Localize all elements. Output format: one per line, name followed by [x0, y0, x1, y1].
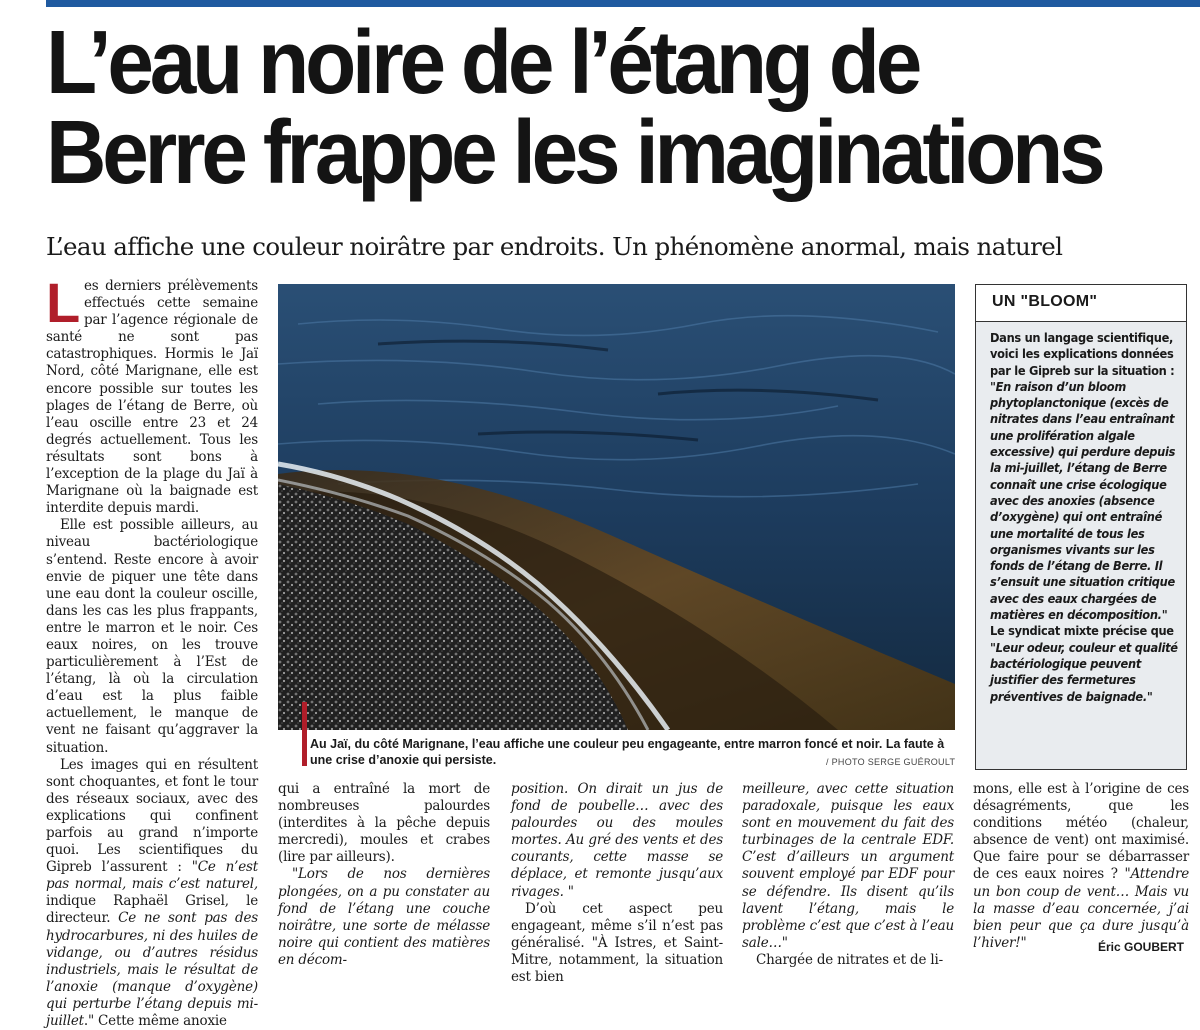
- column-5: [973, 781, 1189, 952]
- column-4-paragraph-1: meilleure, avec cette situation paradoxale, puisque les eaux sont en mouvement du fait des turbinages de la centrale EDF. C’est d’ailleurs un argument souvent employé par EDF pour se défendre. Ils disent qu’ils lavent l’étang, mais le problème c’est que c’est à l’eau sale…": [742, 781, 954, 951]
- column-4: [742, 781, 954, 969]
- paragraph-1: Les derniers prélèvements effectués cette semaine par l’agence régionale de santé ne sont pas catastrophiques. Hormis le Jaï Nord, côté Marignane, elle est encore possible sur toutes les plages de l’étang de Berre, où l’eau oscille entre 23 et 24 degrés actuellement. Tous les résultats sont bons à l’exception de la plage du Jaï à Marignane où la baignade est interdite depuis mardi.: [46, 271, 258, 517]
- top-color-bar: [46, 0, 1200, 7]
- headline-line-1: L’eau noire de l’étang de: [46, 13, 919, 113]
- headline-line-2: Berre frappe les imaginations: [46, 103, 1102, 203]
- column-2-paragraph-2: "Lors de nos dernières plongées, on a pu constater au fond de l’étang une couche noirâtre, une sorte de mélasse noire qui contient des matières en décom-: [278, 866, 490, 968]
- column-1: [46, 271, 258, 1030]
- paragraph-3: Les images qui en résultent sont choquantes, et font le tour des réseaux sociaux, avec des explications qui confinent parfois au grand n’importe quoi. Les scientifiques du Gipreb l’assurent : "Ce n’est pas normal, mais c’est naturel, indique Raphaël Grisel, le directeur. Ce ne sont pas des hydrocarbures, ni des huiles de vidange, ou d’autres résidus industriels, mais le résultat de l’anoxie (manque d’oxygène) qui perturbe l’étang depuis mi-juillet." Cette même anoxie: [46, 756, 258, 1030]
- headline: [46, 13, 1196, 203]
- column-2: [278, 781, 490, 969]
- photo-caption: Au Jaï, du côté Marignane, l’eau affiche une couleur peu engageante, entre marron foncé et noir. La faute à une crise d’anoxie qui persiste.: [310, 737, 945, 767]
- sidebar-title: UN "BLOOM": [976, 285, 1186, 322]
- column-4-paragraph-2: Chargée de nitrates et de li-: [756, 951, 943, 968]
- author-signature: Éric GOUBERT: [1098, 940, 1185, 954]
- caption-accent-bar: [302, 702, 307, 766]
- photo-credit: / PHOTO SERGE GUÉROULT: [826, 757, 956, 767]
- column-3-paragraph-1: position. On dirait un jus de fond de poubelle… avec des palourdes ou des moules mortes. Au gré des vents et des courants, cette masse se déplace, et remonte jusqu’aux rivages. ": [511, 781, 723, 900]
- column-3-paragraph-2: D’où cet aspect peu engageant, même s’il n’est pas généralisé. "À Istres, et Saint-Mitre, notamment, la situation est bien: [511, 900, 723, 986]
- subtitle: L’eau affiche une couleur noirâtre par endroits. Un phénomène anormal, mais naturel: [46, 232, 1063, 261]
- drop-cap: L: [46, 271, 81, 334]
- sidebar-body: Dans un langage scientifique, voici les explications données par le Gipreb sur la situation : "En raison d’un bloom phytoplanctonique (excès de nitrates dans l’eau entraînant une prolifération algale excessive) qui perdure depuis la mi-juillet, l’étang de Berre connaît une crise écologique avec des anoxies (absence d’oxygène) qui ont entraîné une mortalité de tous les organismes vivants sur les fonds de l’étang de Berre. Il s’ensuit une situation critique avec des eaux chargées de matières en décomposition." Le syndicat mixte précise que "Leur odeur, couleur et qualité bactériologique peuvent justifier des fermetures préventives de baignade.": [990, 330, 1178, 704]
- paragraph-2: Elle est possible ailleurs, au niveau bactériologique s’entend. Reste encore à avoir envie de piquer une tête dans une eau dont la couleur oscille, dans les cas les plus frappants, entre le marron et le noir. Ces eaux noires, on les trouve particulièrement à l’Est de l’étang, là où la circulation d’eau est la plus faible actuellement, le manque de vent ne faisant qu’aggraver la situation.: [46, 517, 258, 756]
- column-2-paragraph-1: qui a entraîné la mort de nombreuses palourdes (interdites à la pêche depuis mercredi), moules et crabes (lire par ailleurs).: [278, 781, 490, 866]
- lake-photo: [278, 284, 955, 730]
- column-3: [511, 781, 723, 986]
- sidebar-box: [975, 284, 1187, 770]
- lake-photo-illustration: [278, 284, 955, 730]
- column-5-paragraph-1: mons, elle est à l’origine de ces désagréments, que les conditions météo (chaleur, absence de vent) ont maximisé. Que faire pour se débarrasser de ces eaux noires ? "Attendre un bon coup de vent… Mais vu la masse d’eau concernée, j’ai bien peur que ça dure jusqu’à l’hiver!": [973, 781, 1189, 951]
